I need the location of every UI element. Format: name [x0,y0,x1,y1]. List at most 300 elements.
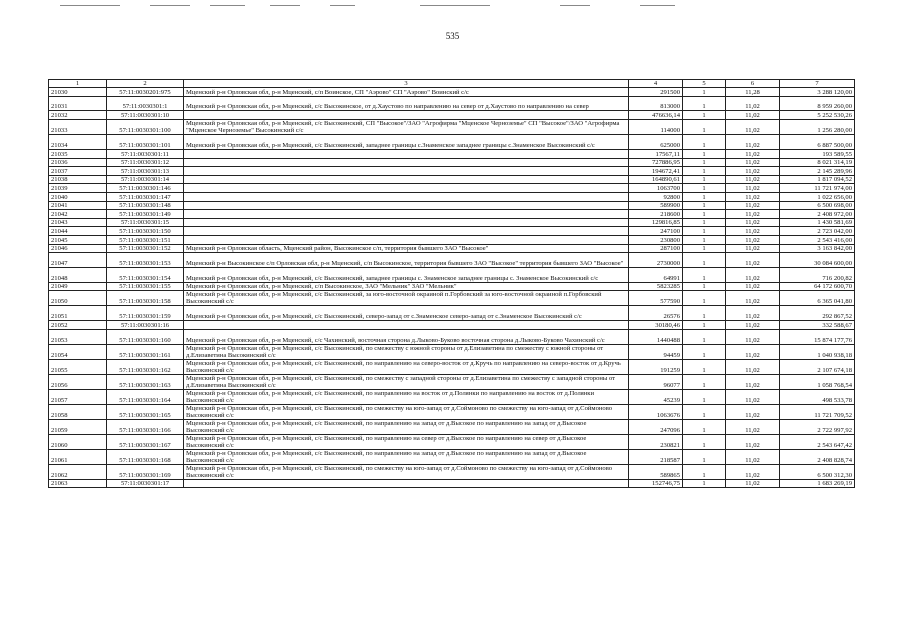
cadastral-number-cell: 57:11:0030301:10 [107,111,184,120]
rate-cell: 11,02 [726,404,780,419]
rate-cell: 11,02 [726,201,780,210]
rate-cell: 11,02 [726,192,780,201]
table-row [49,291,855,306]
rate-cell: 11,02 [726,479,780,488]
area-cell: 5823285 [629,282,683,291]
column-header: 2 [107,80,184,88]
location-description-text: Мценский р-н Орловская обл, р-н Мценский, с/с Высокинский, по направлению на восток от д.Полянки по направлению на восток от д.Полянки Высокинский с/с [186,389,595,404]
coefficient-cell: 1 [683,404,726,419]
location-description-cell [184,449,629,464]
row-number-cell: 21036 [49,158,107,167]
location-description-cell [184,479,629,488]
area-cell: 96077 [629,374,683,389]
cadastral-number-cell: 57:11:0030301:101 [107,135,184,150]
row-number-cell: 21032 [49,111,107,120]
area-cell: 64991 [629,267,683,282]
coefficient-cell: 1 [683,158,726,167]
cadastral-number-cell: 57:11:0030301:1 [107,96,184,111]
location-description-cell [184,149,629,158]
cadastral-value-cell: 30 084 600,00 [780,253,855,268]
cadastral-value-cell: 6 365 041,80 [780,291,855,306]
coefficient-cell: 1 [683,120,726,135]
row-number-cell: 21043 [49,218,107,227]
coefficient-cell: 1 [683,192,726,201]
area-cell: 247096 [629,419,683,434]
row-number-cell: 21031 [49,96,107,111]
coefficient-cell: 1 [683,235,726,244]
cadastral-number-cell: 57:11:0030301:16 [107,321,184,330]
table-row [49,321,855,330]
area-cell: 625000 [629,135,683,150]
area-cell: 287100 [629,244,683,253]
location-description-text: Мценский р-н Орловская обл, р-н Мценский, с/с Высокинский, западнее границы с.Знаменское западнее границы с.Знаменское Высокинский с/с [186,141,595,149]
row-number-cell: 21056 [49,374,107,389]
coefficient-cell: 1 [683,291,726,306]
row-number-cell: 21037 [49,167,107,176]
row-number-cell: 21047 [49,253,107,268]
area-cell: 17567,11 [629,149,683,158]
row-number-cell: 21059 [49,419,107,434]
rate-cell: 11,02 [726,389,780,404]
cadastral-value-cell: 3 288 120,00 [780,88,855,97]
location-description-cell [184,135,629,150]
location-description-cell [184,96,629,111]
area-cell: 1063700 [629,184,683,193]
rate-cell: 11,02 [726,374,780,389]
location-description-cell [184,306,629,321]
coefficient-cell: 1 [683,321,726,330]
location-description-cell [184,404,629,419]
location-description-cell [184,218,629,227]
location-description-cell [184,235,629,244]
table-row [49,175,855,184]
cadastral-value-cell: 1 683 269,19 [780,479,855,488]
cadastral-value-cell: 2 408 972,00 [780,210,855,219]
coefficient-cell: 1 [683,434,726,449]
row-number-cell: 21063 [49,479,107,488]
cadastral-number-cell: 57:11:0030301:147 [107,192,184,201]
rate-cell: 11,02 [726,359,780,374]
location-description-cell [184,210,629,219]
cadastral-number-cell: 57:11:0030301:169 [107,464,184,479]
location-description-cell [184,389,629,404]
cadastral-number-cell: 57:11:0030301:159 [107,306,184,321]
cadastral-value-cell: 1 256 280,00 [780,120,855,135]
land-registry-table [48,79,855,488]
location-description-cell [184,192,629,201]
cadastral-value-cell: 3 163 842,00 [780,244,855,253]
table-row [49,88,855,97]
coefficient-cell: 1 [683,135,726,150]
location-description-text: Мценский р-н Орловская обл, р-н Мценский, с/с Высокинский, по направлению на северо-восток от д.Кручь по направлению на северо-восток от д.Кручь Высокинский с/с [186,359,621,374]
cadastral-value-cell: 1 058 768,54 [780,374,855,389]
table-row [49,434,855,449]
page-number: 535 [445,31,460,41]
coefficient-cell: 1 [683,175,726,184]
rate-cell: 11,02 [726,149,780,158]
rate-cell: 11,02 [726,419,780,434]
coefficient-cell: 1 [683,329,726,344]
cadastral-value-cell: 2 722 997,92 [780,419,855,434]
location-description-cell [184,111,629,120]
cadastral-number-cell: 57:11:0030301:148 [107,201,184,210]
row-number-cell: 21049 [49,282,107,291]
coefficient-cell: 1 [683,344,726,359]
area-cell: 230800 [629,235,683,244]
location-description-cell [184,201,629,210]
cadastral-value-cell: 11 721 709,52 [780,404,855,419]
location-description-cell [184,419,629,434]
rate-cell: 11,02 [726,244,780,253]
rate-cell: 11,02 [726,464,780,479]
cadastral-number-cell: 57:11:0030301:151 [107,235,184,244]
table-row [49,184,855,193]
coefficient-cell: 1 [683,201,726,210]
cadastral-value-cell: 2 723 042,00 [780,227,855,236]
rate-cell: 11,02 [726,344,780,359]
table-row [49,389,855,404]
rate-cell: 11,02 [726,175,780,184]
coefficient-cell: 1 [683,419,726,434]
cadastral-value-cell: 1 817 094,52 [780,175,855,184]
table-row [49,404,855,419]
row-number-cell: 21045 [49,235,107,244]
cadastral-number-cell: 57:11:0030301:167 [107,434,184,449]
coefficient-cell: 1 [683,167,726,176]
rate-cell: 11,02 [726,434,780,449]
column-header: 5 [683,80,726,88]
row-number-cell: 21030 [49,88,107,97]
coefficient-cell: 1 [683,184,726,193]
cadastral-number-cell: 57:11:0030301:146 [107,184,184,193]
cadastral-value-cell: 2 145 289,96 [780,167,855,176]
location-description-text: Мценский р-н Орловская обл, р-н Мценский, с/с Высокинский, западнее границы с. Знаменское западнее границы с. Знаменское Высокинский с/с [186,274,599,282]
area-cell: 291500 [629,88,683,97]
table-row [49,120,855,135]
area-cell: 230821 [629,434,683,449]
area-cell: 1063676 [629,404,683,419]
table-row [49,282,855,291]
table-row [49,201,855,210]
area-cell: 589865 [629,464,683,479]
column-header: 1 [49,80,107,88]
table-row [49,235,855,244]
coefficient-cell: 1 [683,464,726,479]
location-description-cell [184,88,629,97]
cadastral-value-cell: 6 887 500,00 [780,135,855,150]
area-cell: 2730000 [629,253,683,268]
coefficient-cell: 1 [683,253,726,268]
location-description-cell [184,374,629,389]
row-number-cell: 21039 [49,184,107,193]
cadastral-value-cell: 2 543 416,00 [780,235,855,244]
area-cell: 45239 [629,389,683,404]
area-cell: 813000 [629,96,683,111]
row-number-cell: 21040 [49,192,107,201]
cadastral-value-cell: 2 107 674,18 [780,359,855,374]
location-description-text: Мценский р-н Орловская обл, р-н Мценский, с/с Высокинский, по смежеству на юго-запад от д.Соймоново по смежеству на юго-запад от д.Соймоново Высокинский с/с [186,464,613,479]
coefficient-cell: 1 [683,449,726,464]
row-number-cell: 21052 [49,321,107,330]
table-row [49,267,855,282]
row-number-cell: 21057 [49,389,107,404]
location-description-text: Мценский р-н Орловская обл, р-н Мценский, с/с Высокинский, за юго-восточной окраиной п.Горбовский за юго-восточной окраиной п.Горбовский Высокинский с/с [186,291,602,306]
rate-cell: 11,02 [726,227,780,236]
coefficient-cell: 1 [683,267,726,282]
area-cell: 92800 [629,192,683,201]
location-description-cell [184,120,629,135]
cadastral-value-cell: 193 589,55 [780,149,855,158]
table-row [49,449,855,464]
rate-cell: 11,02 [726,321,780,330]
row-number-cell: 21050 [49,291,107,306]
cadastral-value-cell: 1 430 581,69 [780,218,855,227]
coefficient-cell: 1 [683,282,726,291]
area-cell: 164890,61 [629,175,683,184]
cadastral-number-cell: 57:11:0030301:155 [107,282,184,291]
row-number-cell: 21034 [49,135,107,150]
cadastral-number-cell: 57:11:0030301:14 [107,175,184,184]
rate-cell: 11,02 [726,306,780,321]
row-number-cell: 21058 [49,404,107,419]
table-row [49,210,855,219]
row-number-cell: 21042 [49,210,107,219]
cadastral-value-cell: 8 959 260,00 [780,96,855,111]
rate-cell: 11,02 [726,235,780,244]
rate-cell: 11,02 [726,210,780,219]
location-description-text: Мценский р-н Высокинское с/п Орловская обл, р-н Мценский, с/п Высокинское, территория бывшего ЗАО "Высокое" территория бывшего ЗАО "Высокое" [186,259,624,267]
cadastral-number-cell: 57:11:0030301:165 [107,404,184,419]
cadastral-number-cell: 57:11:0030301:166 [107,419,184,434]
area-cell: 194672,41 [629,167,683,176]
location-description-cell [184,359,629,374]
cadastral-number-cell: 57:11:0030201:975 [107,88,184,97]
area-cell: 476636,14 [629,111,683,120]
area-cell: 191259 [629,359,683,374]
coefficient-cell: 1 [683,149,726,158]
area-cell: 94459 [629,344,683,359]
coefficient-cell: 1 [683,244,726,253]
cadastral-value-cell: 2 408 828,74 [780,449,855,464]
coefficient-cell: 1 [683,227,726,236]
table-row [49,419,855,434]
coefficient-cell: 1 [683,210,726,219]
location-description-text: Мценский р-н Орловская обл, р-н Мценский, с/п Высокинское, ЗАО "Мельник" ЗАО "Мельник" [186,283,457,291]
row-number-cell: 21051 [49,306,107,321]
rate-cell: 11,28 [726,88,780,97]
cadastral-number-cell: 57:11:0030301:12 [107,158,184,167]
table-row [49,464,855,479]
cadastral-number-cell: 57:11:0030301:150 [107,227,184,236]
location-description-text: Мценский р-н Орловская обл, р-н Мценский, с/с Высокинский, по направлению на север от д.Высокое по направлению на север от д.Высокое Высокинский с/с [186,434,587,449]
cadastral-value-cell: 8 021 314,19 [780,158,855,167]
cadastral-number-cell: 57:11:0030301:13 [107,167,184,176]
table-row [49,149,855,158]
area-cell: 1440488 [629,329,683,344]
cadastral-value-cell: 1 040 938,18 [780,344,855,359]
area-cell: 114000 [629,120,683,135]
location-description-cell [184,167,629,176]
coefficient-cell: 1 [683,96,726,111]
cadastral-value-cell: 498 533,78 [780,389,855,404]
rate-cell: 11,02 [726,167,780,176]
cadastral-value-cell: 6 500 698,00 [780,201,855,210]
location-description-text: Мценский р-н Орловская область, Мценский район, Высокинское с/п, территория бывшего ЗАО "Высокое" [186,245,489,253]
row-number-cell: 21061 [49,449,107,464]
cadastral-number-cell: 57:11:0030301:153 [107,253,184,268]
table-row [49,167,855,176]
rate-cell: 11,02 [726,282,780,291]
location-description-cell [184,175,629,184]
cadastral-value-cell: 716 200,82 [780,267,855,282]
location-description-cell [184,344,629,359]
location-description-text: Мценский р-н Орловская обл, р-н Мценский, с/п Воинское, СП "Аэрово" СП "Аэрово" Воинский с/с [186,88,469,96]
cadastral-number-cell: 57:11:0030301:168 [107,449,184,464]
area-cell: 129816,85 [629,218,683,227]
scan-artifact-line [0,0,905,12]
table-row [49,253,855,268]
row-number-cell: 21046 [49,244,107,253]
rate-cell: 11,02 [726,449,780,464]
cadastral-number-cell: 57:11:0030301:163 [107,374,184,389]
rate-cell: 11,02 [726,291,780,306]
row-number-cell: 21055 [49,359,107,374]
area-cell: 218600 [629,210,683,219]
location-description-cell [184,184,629,193]
area-cell: 727886,95 [629,158,683,167]
row-number-cell: 21033 [49,120,107,135]
cadastral-value-cell: 64 172 600,70 [780,282,855,291]
rate-cell: 11,02 [726,111,780,120]
cadastral-number-cell: 57:11:0030301:160 [107,329,184,344]
cadastral-value-cell: 1 022 656,00 [780,192,855,201]
coefficient-cell: 1 [683,374,726,389]
table-row [49,111,855,120]
area-cell: 30180,46 [629,321,683,330]
cadastral-value-cell: 292 867,52 [780,306,855,321]
location-description-text: Мценский р-н Орловская обл, р-н Мценский, с/с Высокинский, по направлению на запад от д.Высокое по направлению на запад от д.Высокое Высокинский с/с [186,449,587,464]
cadastral-value-cell: 6 500 312,30 [780,464,855,479]
table-row [49,306,855,321]
location-description-text: Мценский р-н Орловская обл, р-н Мценский, с/с Высокинский, северо-запад от с.Знаменское северо-запад от с.Знаменское Высокинский с/с [186,313,582,321]
location-description-text: Мценский р-н Орловская обл, р-н Мценский, с/с Высокинское, от д.Хаустово по направлению на север от д.Хаустово по направлению на север [186,103,589,111]
rate-cell: 11,02 [726,218,780,227]
area-cell: 152746,75 [629,479,683,488]
location-description-text: Мценский р-н Орловская обл, р-н Мценский, с/с Чахинский, восточная сторона д.Лыково-Буково восточная сторона д.Лыково-Буково Чахинский с/с [186,336,605,344]
table-row [49,218,855,227]
cadastral-number-cell: 57:11:0030301:162 [107,359,184,374]
table-row [49,192,855,201]
location-description-cell [184,434,629,449]
rate-cell: 11,02 [726,253,780,268]
table-row [49,479,855,488]
cadastral-number-cell: 57:11:0030301:17 [107,479,184,488]
rate-cell: 11,02 [726,158,780,167]
cadastral-number-cell: 57:11:0030301:152 [107,244,184,253]
table-row [49,158,855,167]
coefficient-cell: 1 [683,111,726,120]
area-cell: 589900 [629,201,683,210]
rate-cell: 11,02 [726,120,780,135]
location-description-cell [184,321,629,330]
location-description-cell [184,329,629,344]
cadastral-value-cell: 2 543 647,42 [780,434,855,449]
column-header-row [49,80,855,88]
cadastral-value-cell: 15 874 177,76 [780,329,855,344]
cadastral-number-cell: 57:11:0030301:15 [107,218,184,227]
cadastral-number-cell: 57:11:0030301:100 [107,120,184,135]
location-description-text: Мценский р-н Орловская обл, р-н Мценский, с/с Высокинский, по направлению на запад от д.Высокое по направлению на запад от д.Высокое Высокинский с/с [186,419,587,434]
area-cell: 26576 [629,306,683,321]
row-number-cell: 21044 [49,227,107,236]
table-row [49,329,855,344]
coefficient-cell: 1 [683,479,726,488]
cadastral-number-cell: 57:11:0030301:11 [107,149,184,158]
location-description-text: Мценский р-н Орловская обл, р-н Мценский, с/с Высокинский, по смежеству с западной стороны от д.Елизаветина по смежеству с западной стороны от д.Елизаветина Высокинский с/с [186,374,616,389]
table-row [49,96,855,111]
rate-cell: 11,02 [726,135,780,150]
location-description-cell [184,253,629,268]
location-description-cell [184,158,629,167]
cadastral-number-cell: 57:11:0030301:158 [107,291,184,306]
table-row [49,244,855,253]
column-header: 6 [726,80,780,88]
table-row [49,359,855,374]
column-header: 7 [780,80,855,88]
cadastral-number-cell: 57:11:0030301:164 [107,389,184,404]
cadastral-value-cell: 11 721 974,00 [780,184,855,193]
table-row [49,374,855,389]
location-description-text: Мценский р-н Орловская обл, р-н Мценский, с/с Высокинский, по смежеству с южной стороны от д.Елизаветина по смежеству с южной стороны от д.Елизаветина Высокинский с/с [186,344,604,359]
location-description-cell [184,244,629,253]
cadastral-value-cell: 332 588,67 [780,321,855,330]
row-number-cell: 21053 [49,329,107,344]
location-description-cell [184,464,629,479]
coefficient-cell: 1 [683,88,726,97]
cadastral-number-cell: 57:11:0030301:149 [107,210,184,219]
location-description-cell [184,227,629,236]
coefficient-cell: 1 [683,218,726,227]
location-description-cell [184,282,629,291]
location-description-text: Мценский р-н Орловская обл, р-н Мценский, с/с Высокинский, по смежеству на юго-запад от д.Соймоново по смежеству на юго-запад от д.Соймоново Высокинский с/с [186,404,613,419]
row-number-cell: 21054 [49,344,107,359]
table-row [49,227,855,236]
cadastral-value-cell: 5 252 530,26 [780,111,855,120]
rate-cell: 11,02 [726,329,780,344]
table-row [49,135,855,150]
coefficient-cell: 1 [683,306,726,321]
table-row [49,344,855,359]
location-description-cell [184,267,629,282]
coefficient-cell: 1 [683,389,726,404]
rate-cell: 11,02 [726,184,780,193]
row-number-cell: 21038 [49,175,107,184]
cadastral-number-cell: 57:11:0030301:161 [107,344,184,359]
column-header: 3 [184,80,629,88]
row-number-cell: 21041 [49,201,107,210]
rate-cell: 11,02 [726,267,780,282]
area-cell: 247100 [629,227,683,236]
row-number-cell: 21060 [49,434,107,449]
row-number-cell: 21035 [49,149,107,158]
area-cell: 577590 [629,291,683,306]
column-header: 4 [629,80,683,88]
area-cell: 218587 [629,449,683,464]
row-number-cell: 21062 [49,464,107,479]
rate-cell: 11,02 [726,96,780,111]
location-description-text: Мценский р-н Орловская обл, р-н Мценский, с/с Высокинский, СП "Высокое"/ЗАО "Агрофирма "Мценское Черноземье" СП "Высокое"/ЗАО "Агрофирма "Мценское Черноземье" Высокинский с/с [186,120,620,135]
coefficient-cell: 1 [683,359,726,374]
